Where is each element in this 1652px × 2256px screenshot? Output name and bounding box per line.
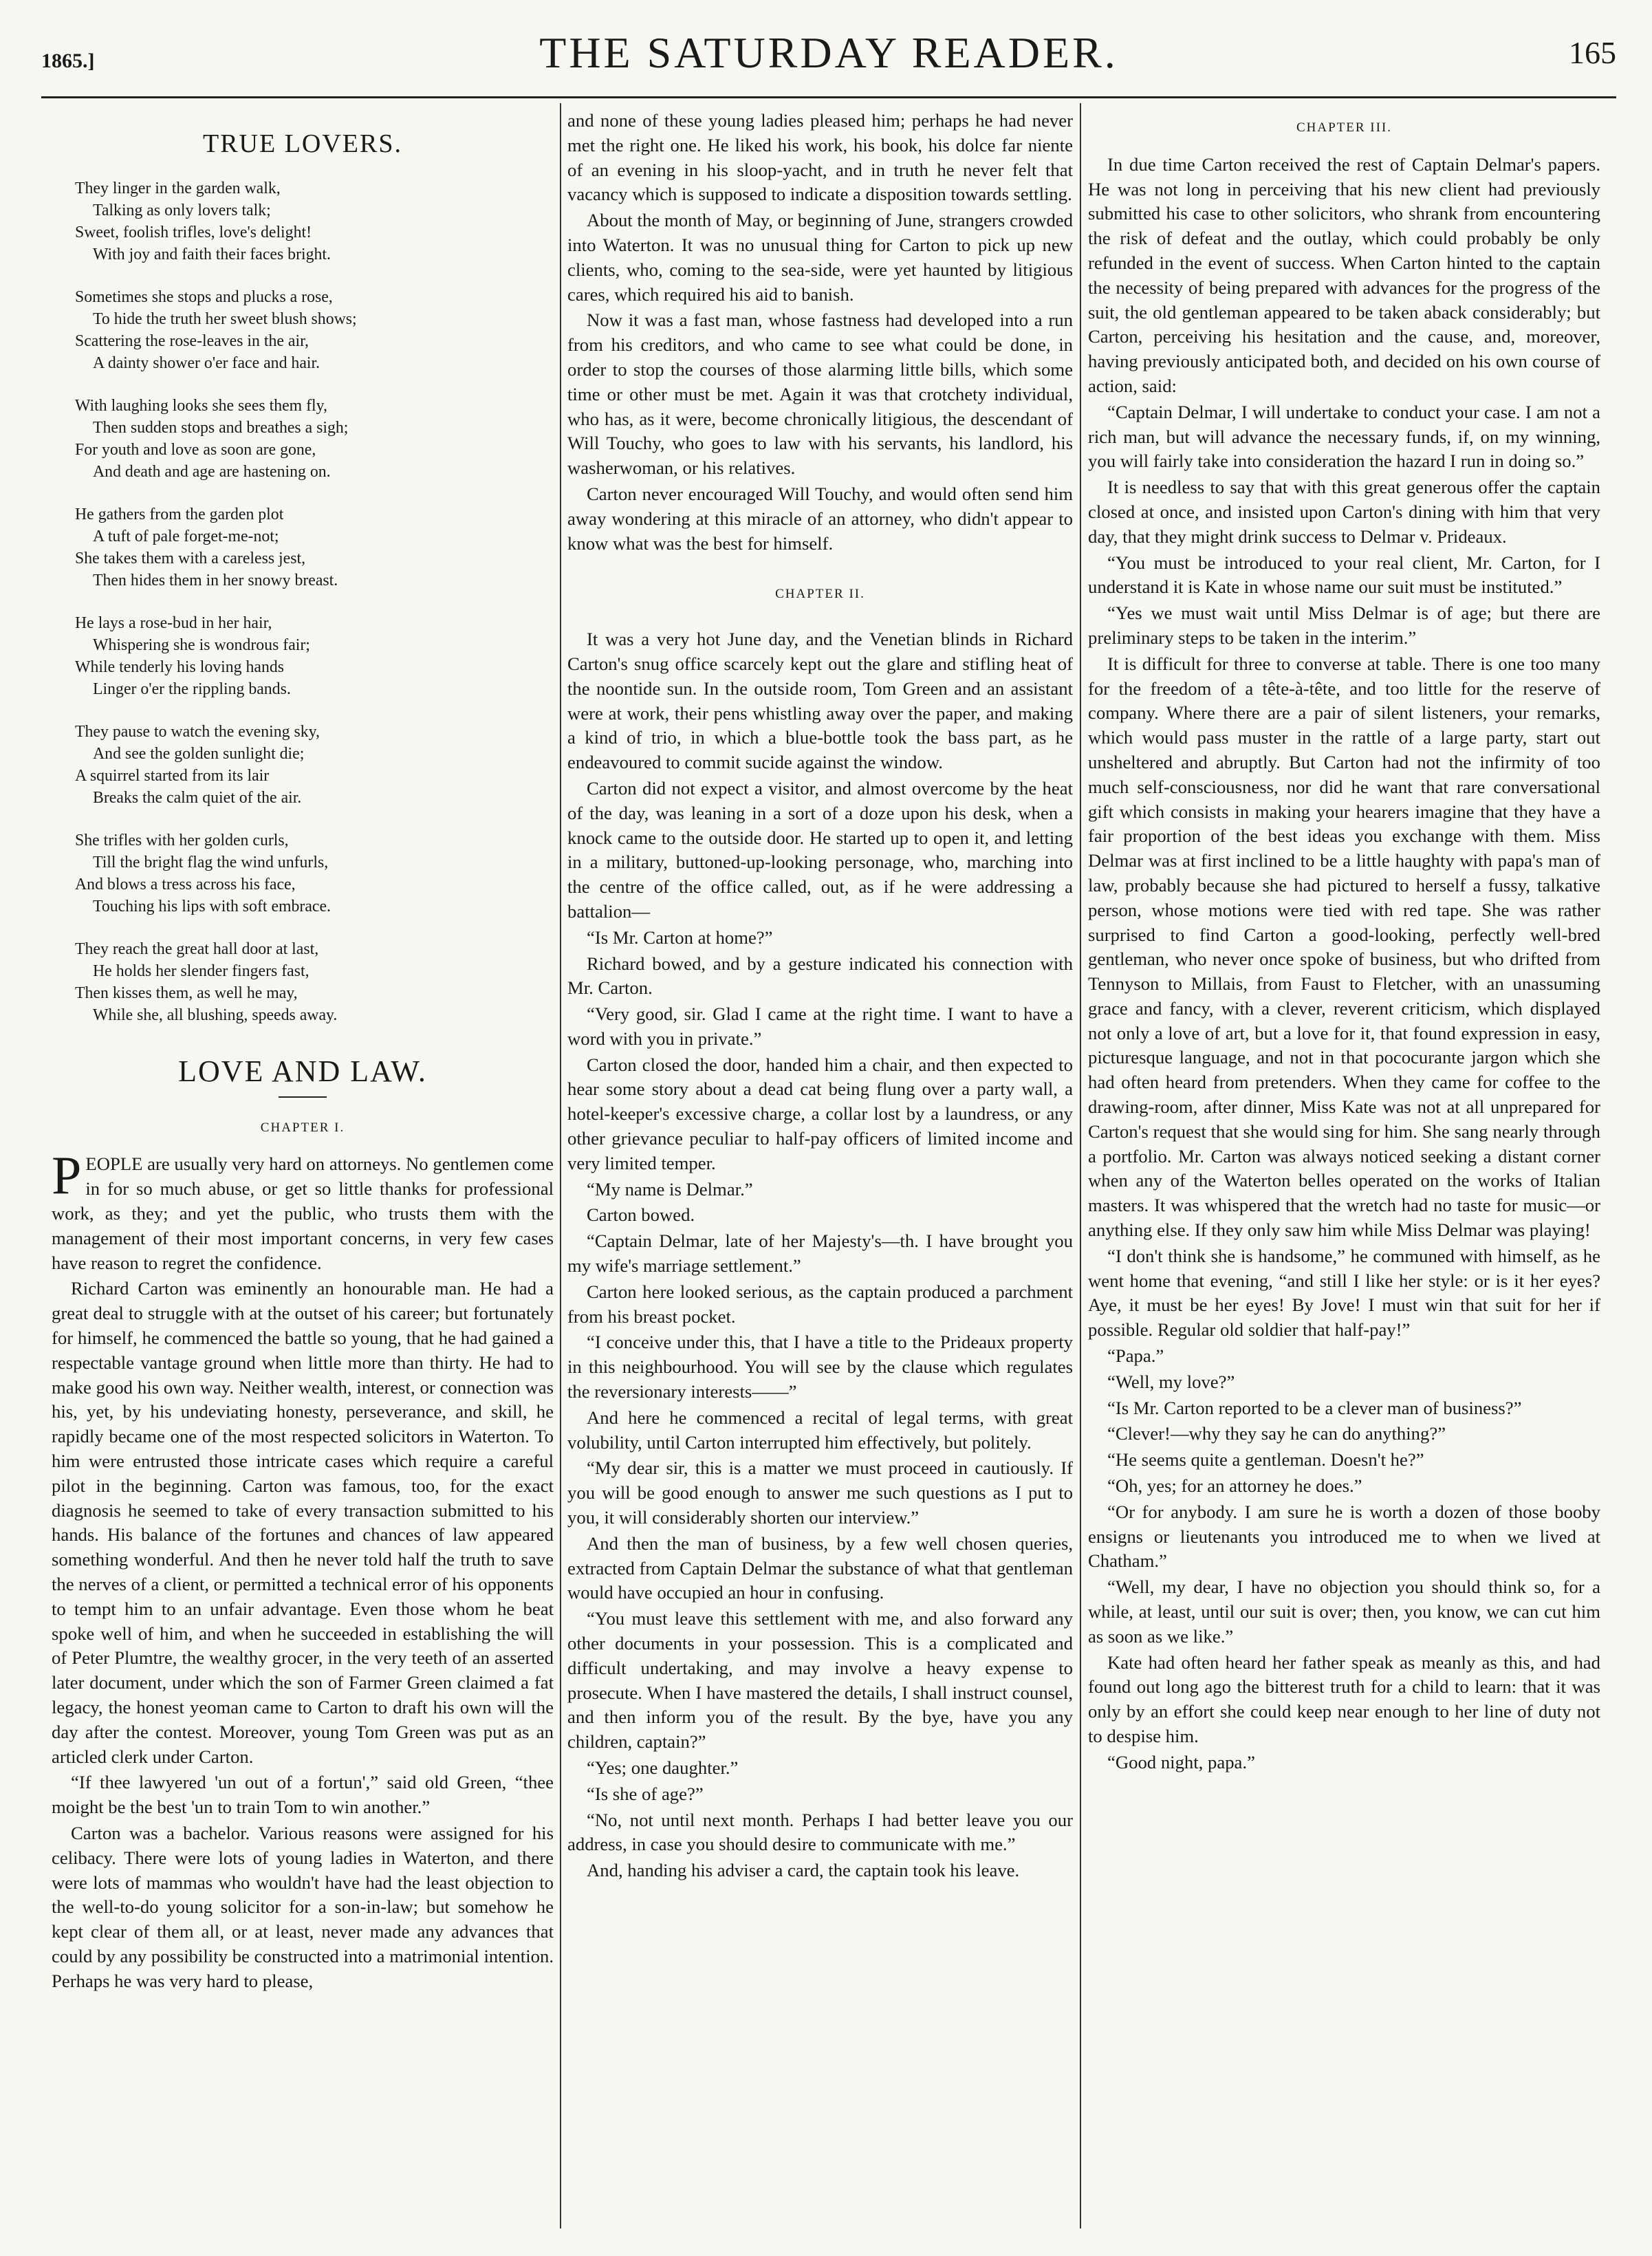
paragraph: “My dear sir, this is a matter we must proceed in cautiously. If you will be good enough to answer me such questions as I put to you, it will considerably shorten our interview.” [567, 1457, 1073, 1528]
paragraph: And then the man of business, by a few well chosen queries, extracted from Captain Delmar the substance of what that gentleman would have occupied an hour in confusing. [567, 1532, 1073, 1603]
paragraph: Carton bowed. [587, 1204, 695, 1226]
chapter-heading: CHAPTER III. [1296, 120, 1393, 135]
paragraph: Richard Carton was eminently an honourable man. He had a great deal to struggle with at the outset of his career; but fortunately for himself, he commenced the battle so young, that he had gained a respectable vantage ground when little more than thirty. He had to make good his own way. Neither wealth, interest, or connection was his, yet, by his undeviating honesty, perseverance, and skill, he rapidly became one of the most respected solicitors in Waterton. To him were entrusted those intricate cases which require a careful pilot in the beginning. Carton was famous, too, for the exact diagnosis he seemed to take of every transaction submitted to his hands. His balance of the fortunes and chances of law appeared something wonderful. And then he never told half the truth to save the nerves of a client, or permitted a technical error of his opponents to tempt him to an unfair advantage. Even those whom he beat spoke well of him, and when he succeeded in establishing the will of Peter Plumtre, the wealthy grocer, in the very teeth of an asserted later document, under which the son of Farmer Green claimed a fat legacy, the honest yeoman came to Carton to draft his own will the day after the contest. Moreover, young Tom Green was put as an articled clerk under Carton. [52, 1278, 554, 1767]
paragraph: Carton here looked serious, as the captain produced a parchment from his breast pocket. [567, 1281, 1073, 1327]
poem-line: Touching his lips with soft embrace. [93, 897, 331, 915]
chapter-heading: CHAPTER I. [260, 1120, 345, 1135]
poem-line: With joy and faith their faces bright. [93, 245, 331, 263]
poem-line: He lays a rose-bud in her hair, [75, 614, 272, 632]
paragraph: “Clever!—why they say he can do anything?” [1107, 1423, 1446, 1444]
paragraph: “Papa.” [1107, 1345, 1164, 1367]
masthead-title: THE SATURDAY READER. [539, 28, 1118, 77]
paragraph: “Or for anybody. I am sure he is worth a dozen of those booby ensigns or lieutenants you introduced me to when we lived at Chatham.” [1088, 1501, 1600, 1572]
paragraph: “I conceive under this, that I have a title to the Prideaux property in this neighbourhood. You will see by the clause which regulates the reversionary interests——” [567, 1332, 1073, 1402]
page-number: 165 [1569, 35, 1616, 70]
paragraph: “No, not until next month. Perhaps I had better leave you our address, in case you should desire to communicate with me.” [567, 1809, 1073, 1855]
paragraph: “If thee lawyered 'un out of a fortun',” said old Green, “thee moight be the best 'un to train Tom to win another.” [52, 1772, 554, 1818]
poem-line: A tuft of pale forget-me-not; [93, 527, 279, 545]
header-rule [41, 96, 1616, 98]
poem-line: While she, all blushing, speeds away. [93, 1006, 338, 1024]
paragraph: “Yes we must wait until Miss Delmar is of age; but there are preliminary steps to be taken in the interim.” [1088, 603, 1600, 648]
paragraph: “You must be introduced to your real client, Mr. Carton, for I understand it is Kate in whose name our suit must be instituted.” [1088, 552, 1600, 598]
paragraph: Carton did not expect a visitor, and almost overcome by the heat of the day, was leaning in a sort of a doze upon his desk, when a knock came to the outside door. He started up to open it, and letting in a military, buttoned-up-looking personage, who, marching into the centre of the office called, out, as if he were addressing a battalion— [567, 777, 1073, 922]
poem-stanza [75, 829, 554, 918]
poem-title: TRUE LOVERS. [203, 129, 402, 158]
paragraph: Richard bowed, and by a gesture indicated his connection with Mr. Carton. [567, 953, 1073, 999]
poem-line: Then kisses them, as well he may, [75, 984, 298, 1002]
title-rule [279, 1096, 327, 1098]
story-title: LOVE AND LAW. [178, 1054, 427, 1088]
poem-line: Scattering the rose-leaves in the air, [75, 332, 309, 350]
poem-line: And blows a tress across his face, [75, 875, 296, 893]
poem-line: For youth and love as soon are gone, [75, 440, 316, 459]
paragraph: “He seems quite a gentleman. Doesn't he?” [1107, 1449, 1424, 1471]
poem-line: With laughing looks she sees them fly, [75, 396, 327, 415]
paragraph: “Well, my love?” [1107, 1371, 1235, 1392]
poem-line: Then sudden stops and breathes a sigh; [93, 418, 349, 437]
poem-line: A squirrel started from its lair [75, 766, 270, 785]
paragraph: “Captain Delmar, I will undertake to conduct your case. I am not a rich man, but will advance the necessary funds, if, on my winning, you will fairly take into consideration the hazard I run in doing so.” [1088, 401, 1600, 472]
paragraph: PEOPLE are usually very hard on attorneys. No gentlemen come in for so much abuse, or get so little thanks for professional work, as they; and yet the public, who trusts them with the management of their most important concerns, in very few cases have reason to regret the confidence. [52, 1145, 554, 1273]
paragraph: And, handing his adviser a card, the captain took his leave. [587, 1860, 1020, 1881]
column-right [1088, 109, 1600, 1777]
paragraph: About the month of May, or beginning of June, strangers crowded into Waterton. It was no unusual thing for Carton to pick up new clients, who, coming to the sea-side, were yet haunted by litigious cares, which required his aid to banish. [567, 210, 1073, 305]
paragraph: “Very good, sir. Glad I came at the right time. I want to have a word with you in private.” [567, 1004, 1073, 1049]
poem-line: Sweet, foolish trifles, love's delight! [75, 223, 312, 241]
paragraph: “I don't think she is handsome,” he communed with himself, as he went home that evening, “and still I like her style: or is it her eyes? Aye, it must be her eyes! By Jove! I must win that suit for her if possible. Regular old soldier that half-pay!” [1088, 1245, 1600, 1341]
paragraph: “Well, my dear, I have no objection you should think so, for a while, at least, until our suit is over; then, you know, we can cut him as soon as we like.” [1088, 1576, 1600, 1647]
paragraph: It is difficult for three to converse at table. There is one too many for the freedom of a tête-à-tête, and too little for the reserve of company. Where there are a pair of silent listeners, your remarks, which would pass muster in the rattle of a large party, start out unsheltered and abruptly. But Carton had not the infirmity of too much self-consciousness, nor did he want that rare conversational gift which consists in making your hearers imagine that they have a fair proportion of the best ideas you exchange with them. Miss Delmar was at first inclined to be a little haughty with papa's man of law, probably because she had pictured to herself a fussy, talkative person, whose motions were tied with red tape. She was rather surprised to find Carton a good-looking, perfectly well-bred gentleman, who never once spoke of business, but who drifted from Tennyson to Millais, from Faust to Fletcher, with an unassuming grace and fancy, with a clever, reverent criticism, which displayed not only a love of art, but a love for it, that found expression in easy, picturesque language, and not in that pococurante jargon which she had often heard from pretenders. When they came for coffee to the drawing-room, after dinner, Miss Kate was not at all unprepared for Carton's request that she would sing for him. She sang nearly through a portfolio. Mr. Carton was always noticed seeking a distant corner when any of the Waterton belles operated on the works of Italian masters. It was whispered that the wretch had no taste for music—or anything else. If they only saw him while Miss Delmar was playing! [1088, 653, 1600, 1241]
paragraph: Carton closed the door, handed him a chair, and then expected to hear some story about a dead cat being flung over a party wall, a hotel-keeper's excessive charge, a collar lost by a laundress, or any other grievance peculiar to half-pay officers of limited income and very limited temper. [567, 1054, 1073, 1173]
paragraph: Carton was a bachelor. Various reasons were assigned for his celibacy. There were lots of young ladies in Waterton, and there were lots of mammas who wouldn't have had the least objection to the well-to-do young solicitor for a son-in-law; but somehow he kept clear of them all, or at least, never made any advances that could by any possibility be constructed into a matrimonial intention. Perhaps he was very hard to please, [52, 1822, 554, 1991]
poem-line: She takes them with a careless jest, [75, 549, 306, 567]
poem-line: And see the golden sunlight die; [93, 744, 305, 763]
poem-line: To hide the truth her sweet blush shows; [93, 310, 357, 328]
poem-line: Then hides them in her snowy breast. [93, 571, 338, 589]
page-header [41, 21, 1616, 89]
paragraph: And here he commenced a recital of legal terms, with great volubility, until Carton interrupted him effectively, but politely. [567, 1407, 1073, 1453]
paragraph: It is needless to say that with this great generous offer the captain closed at once, and insisted upon Carton's dining with him that very day, that they might drink success to Delmar v. Prideaux. [1088, 477, 1600, 547]
paragraph: “Oh, yes; for an attorney he does.” [1107, 1475, 1362, 1497]
poem-stanza [75, 503, 554, 592]
poem-line: Linger o'er the rippling bands. [93, 680, 291, 698]
story-text [567, 109, 1073, 556]
poem-line: Talking as only lovers talk; [93, 201, 271, 219]
column-middle [567, 109, 1073, 1885]
paragraph: “Is she of age?” [587, 1783, 704, 1804]
poem-stanza [75, 612, 554, 700]
poem-body [52, 177, 554, 1026]
paragraph: “Is Mr. Carton reported to be a clever man of business?” [1107, 1397, 1522, 1418]
poem-stanza [75, 938, 554, 1026]
paragraph: Carton never encouraged Will Touchy, and would often send him away wondering at this miracle of an attorney, who didn't appear to know what was the best for himself. [567, 483, 1073, 554]
story-text [1088, 153, 1600, 1775]
paragraph: “Captain Delmar, late of her Majesty's—th. I have brought you my wife's marriage settlement.” [567, 1230, 1073, 1277]
poem-stanza [75, 177, 554, 265]
poem-line: They linger in the garden walk, [75, 179, 281, 197]
story-text [567, 627, 1073, 1883]
paragraph: “Yes; one daughter.” [587, 1757, 739, 1778]
poem-line: He gathers from the garden plot [75, 505, 284, 523]
poem-line: They pause to watch the evening sky, [75, 722, 320, 741]
poem-line: They reach the great hall door at last, [75, 940, 319, 958]
poem-line: He holds her slender fingers fast, [93, 962, 309, 980]
paragraph: “Good night, papa.” [1107, 1751, 1255, 1772]
poem-line: A dainty shower o'er face and hair. [93, 354, 320, 372]
paragraph: Now it was a fast man, whose fastness had developed into a run from his creditors, and who came to see what could be done, in order to stop the courses of those alarming little bills, which some time or other must be met. Again it was that crotchety individual, who has, as it were, become chronically litigious, the descendant of Will Touchy, who goes to law with his servants, his landlord, his washerwoman, or his relatives. [567, 310, 1073, 479]
paragraph: Kate had often heard her father speak as meanly as this, and had found out long ago the bitterest truth for a child to learn: that it was only by an effort she could keep near enough to her line of duty not to despise him. [1088, 1651, 1600, 1746]
story-text [52, 1145, 554, 1993]
poem-line: While tenderly his loving hands [75, 658, 285, 676]
poem-line: And death and age are hastening on. [93, 462, 331, 481]
paragraph: and none of these young ladies pleased him; perhaps he had never met the right one. He liked his work, his book, his dolce far niente of an evening in his sloop-yacht, and in truth he never felt that vacancy which is supposed to indicate a disposition towards settling. [567, 110, 1073, 205]
paragraph: “You must leave this settlement with me, and also forward any other documents in your possession. This is a complicated and difficult undertaking, and may involve a heavy expense to prosecute. When I have mastered the details, I shall instruct counsel, and then inform you of the result. By the bye, have you any children, captain?” [567, 1608, 1073, 1753]
poem-stanza [75, 721, 554, 809]
issue-year: 1865.] [41, 50, 95, 72]
poem-line: Whispering she is wondrous fair; [93, 636, 310, 654]
poem-line: Till the bright flag the wind unfurls, [93, 853, 329, 871]
paragraph: In due time Carton received the rest of Captain Delmar's papers. He was not long in perceiving that his new client had previously submitted his case to other solicitors, who shrank from encountering the risk of defeat and the outlay, which could probably be only refunded in the event of success. When Carton hinted to the captain the necessity of being prepared with advances for the progress of the suit, the old gentleman appeared to be taken aback considerably; but Carton, perceiving his hesitation and the cause, and, moreover, having previously anticipated both, and decided on his own course of action, said: [1088, 153, 1600, 396]
poem-line: Breaks the calm quiet of the air. [93, 788, 302, 807]
column-divider [560, 103, 561, 2228]
column-left [52, 109, 554, 1995]
poem-line: She trifles with her golden curls, [75, 831, 289, 849]
poem-stanza [75, 395, 554, 483]
column-divider [1080, 103, 1081, 2228]
paragraph: “Is Mr. Carton at home?” [587, 926, 773, 948]
poem-stanza [75, 286, 554, 374]
paragraph: It was a very hot June day, and the Venetian blinds in Richard Carton's snug office scarcely kept out the glare and stifling heat of the noontide sun. In the outside room, Tom Green and an assistant were at work, their pens whistling away over the paper, and making a kind of trio, in which a blue-bottle took the bass part, as he endeavoured to commit sucide against the window. [567, 629, 1073, 773]
poem-line: Sometimes she stops and plucks a rose, [75, 288, 333, 306]
paragraph: “My name is Delmar.” [587, 1178, 753, 1200]
chapter-heading: CHAPTER II. [775, 587, 865, 602]
